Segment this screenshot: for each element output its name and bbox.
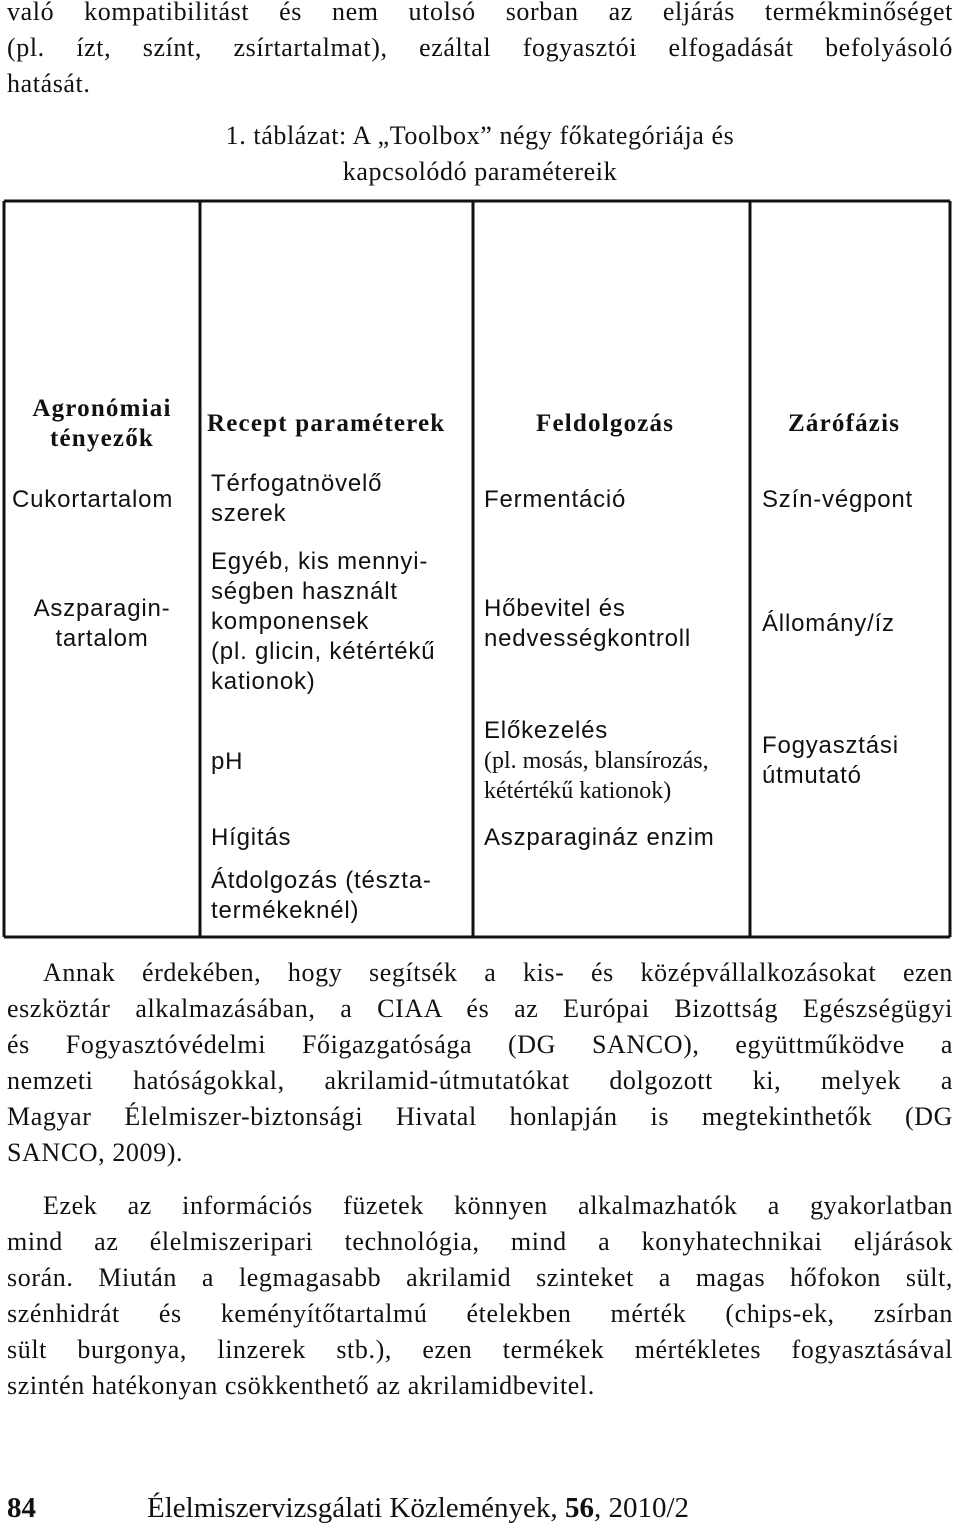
cell-line: Térfogatnövelő — [211, 470, 383, 497]
cell-reworking — [211, 866, 432, 926]
cell-color-endpoint: Szín-végpont — [762, 486, 914, 513]
journal-volume: 56 — [564, 1492, 594, 1524]
paragraph-line: mind az élelmiszeripari technológia, mind a konyhatechnikai eljárások — [7, 1227, 953, 1256]
cell-line: kationok) — [211, 668, 316, 695]
paragraph-booklets — [7, 1188, 953, 1404]
cell-line: komponensek — [211, 608, 370, 635]
cell-line: Átdolgozás (tészta- — [211, 867, 432, 894]
cell-dilution: Hígitás — [211, 824, 292, 851]
cell-bulking-agents — [211, 469, 382, 529]
paragraph-line: nemzeti hatóságokkal, akrilamid-útmutatókat dolgozott ki, melyek a — [7, 1066, 953, 1095]
paragraph-line: Annak érdekében, hogy segítsék a kis- és középvállalkozásokat ezen — [43, 958, 953, 987]
intro-line: való kompatibilitást és nem utolsó sorban az eljárás termékminőséget — [7, 0, 953, 26]
table-caption — [0, 118, 960, 190]
cell-line: (pl. mosás, blansírozás, — [484, 748, 709, 774]
intro-paragraph — [7, 0, 953, 102]
page-footer — [7, 1490, 953, 1526]
table-caption-line: 1. táblázat: A „Toolbox” négy főkategóriája és — [225, 121, 735, 150]
paragraph-line: Magyar Élelmiszer-biztonsági Hivatal honlapján is megtekinthetők (DG — [7, 1102, 953, 1131]
cell-line: nedvességkontroll — [484, 625, 692, 652]
cell-line: (pl. glicin, kétértékű — [211, 638, 436, 665]
paragraph-line: során. Miután a legmagasabb akrilamid szinteket a magas hőfokon sült, — [7, 1263, 953, 1292]
cell-line: Egyéb, kis mennyi- — [211, 548, 429, 575]
header-agronomic-line: tényezők — [49, 425, 155, 452]
cell-heat-moisture — [484, 594, 691, 654]
cell-fermentation: Fermentáció — [484, 486, 627, 513]
cell-other-components — [211, 547, 435, 697]
paragraph-line: sült burgonya, linzerek stb.), ezen termékek mértékletes fogyasztásával — [7, 1335, 953, 1364]
cell-asparagine-content — [4, 594, 200, 654]
paragraph-line: Ezek az információs füzetek könnyen alkalmazhatók a gyakorlatban — [43, 1191, 953, 1220]
journal-name: Élelmiszervizsgálati Közlemények, — [147, 1492, 565, 1524]
header-agronomic — [4, 394, 200, 454]
header-recipe: Recept paraméterek — [207, 410, 446, 437]
cell-sugar-content: Cukortartalom — [12, 486, 174, 513]
cell-asparaginase: Aszparagináz enzim — [484, 824, 715, 851]
cell-line: szerek — [211, 500, 287, 527]
paragraph-line: szintén hatékonyan csökkenthető az akrilamidbevitel. — [7, 1371, 595, 1400]
table-caption-line: kapcsolódó paramétereik — [342, 157, 618, 186]
cell-line: útmutató — [762, 762, 862, 789]
paragraph-line: SANCO, 2009). — [7, 1138, 184, 1167]
cell-line: tartalom — [55, 625, 149, 652]
paragraph-line: és Fogyasztóvédelmi Főigazgatósága (DG SANCO), együttműködve a — [7, 1030, 953, 1059]
header-processing: Feldolgozás — [536, 410, 675, 437]
paragraph-line: eszköztár alkalmazásában, a CIAA és az Európai Bizottság Egészségügyi — [7, 994, 953, 1023]
cell-line: Fogyasztási — [762, 732, 899, 759]
intro-line: hatását. — [7, 69, 91, 98]
page-number: 84 — [7, 1492, 36, 1524]
cell-consumer-guidance — [762, 731, 899, 791]
cell-line: ségben használt — [211, 578, 398, 605]
paragraph-line: szénhidrát és keményítőtartalmú ételekben mérték (chips-ek, zsírban — [7, 1299, 953, 1328]
cell-line: kétértékű kationok) — [484, 778, 672, 804]
cell-line: termékeknél) — [211, 897, 360, 924]
paragraph-sanco — [7, 955, 953, 1171]
intro-line: (pl. ízt, színt, zsírtartalmat), ezáltal fogyasztói elfogadását befolyásoló — [7, 33, 953, 62]
cell-line: Hőbevitel és — [484, 595, 626, 622]
header-final-phase: Zárófázis — [788, 410, 901, 437]
cell-line: Előkezelés — [484, 717, 609, 744]
cell-pretreatment — [484, 716, 709, 806]
cell-line: Aszparagin- — [33, 595, 171, 622]
cell-ph: pH — [211, 748, 244, 775]
journal-issue: , 2010/2 — [593, 1492, 689, 1524]
cell-texture-taste: Állomány/íz — [762, 610, 895, 637]
header-agronomic-line: Agronómiai — [32, 395, 172, 422]
